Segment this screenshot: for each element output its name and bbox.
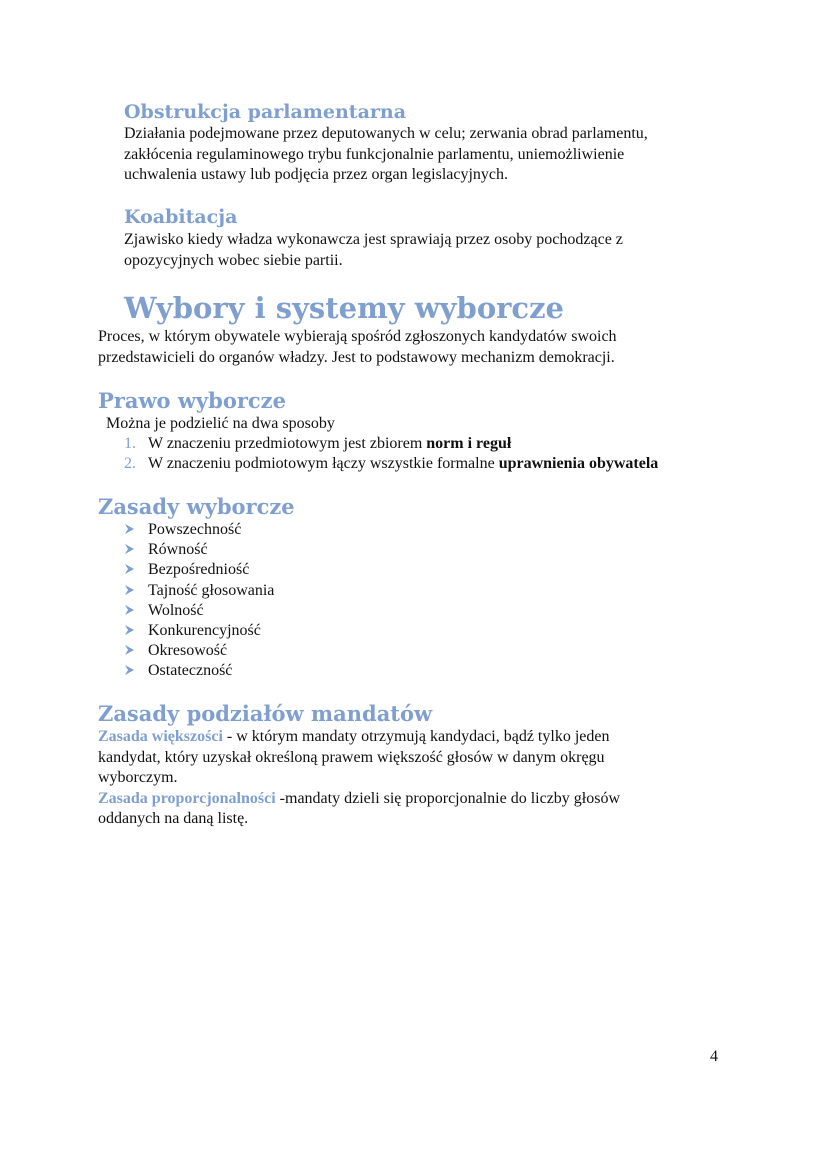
prawo-intro: Można je podzielić na dwa sposoby [106, 415, 335, 432]
mandaty-line: oddanych na daną listę. [98, 810, 249, 827]
obstrukcja-line: Działania podejmowane przez deputowanych w celu; zerwania obrad parlamentu, [124, 125, 648, 142]
list-item-text: Bezpośredniość [148, 561, 250, 579]
mandaty-body [98, 727, 620, 830]
koabitacja-line: opozycyjnych wobec siebie partii. [124, 251, 343, 269]
list-number: 2. [124, 455, 136, 472]
list-item-text: Równość [148, 541, 208, 559]
arrowhead-bullet-icon [124, 541, 135, 561]
heading-obstrukcja: Obstrukcja parlamentarna [124, 101, 407, 123]
mandaty-line: Zasada proporcjonalności -mandaty dzieli się proporcjonalnie do liczby głosów [98, 789, 621, 807]
list-item-text: W znaczeniu przedmiotowym jest zbiorem norm i reguł [148, 435, 512, 452]
list-item-text: Powszechność [148, 521, 242, 538]
heading-prawo-wyborcze: Prawo wyborcze [98, 388, 286, 413]
arrowhead-bullet-icon [124, 642, 135, 662]
arrowhead-bullet-icon [124, 662, 135, 682]
list-number: 1. [124, 435, 136, 452]
heading-zasady-wyborcze: Zasady wyborcze [98, 494, 295, 519]
zasada-proporcjonalnosci-label: Zasada proporcjonalności [98, 789, 276, 807]
arrowhead-bullet-icon [124, 602, 135, 622]
koabitacja-line: Zjawisko kiedy władza wykonawcza jest sprawiają przez osoby pochodzące z [124, 231, 623, 248]
obstrukcja-body [124, 124, 648, 186]
list-item-text: Wolność [148, 601, 204, 619]
bold-term: uprawnienia obywatela [498, 455, 659, 472]
wybory-body [98, 327, 617, 368]
bold-term: norm i reguł [426, 435, 512, 452]
obstrukcja-line: uchwalenia ustawy lub podjęcia przez organ legislacyjnych. [124, 166, 509, 183]
list-item-text: Konkurencyjność [148, 622, 261, 639]
heading-koabitacja: Koabitacja [124, 206, 238, 228]
zasada-wiekszosci-label: Zasada większości [98, 728, 223, 745]
heading-wybory: Wybory i systemy wyborcze [124, 291, 565, 325]
arrowhead-bullet-icon [124, 521, 135, 541]
mandaty-line: wyborczym. [98, 769, 178, 786]
heading-mandaty: Zasady podziałów mandatów [98, 701, 433, 726]
arrowhead-bullet-icon [124, 561, 135, 581]
list-item-text: W znaczeniu podmiotowym łączy wszystkie formalne uprawnienia obywatela [148, 455, 659, 472]
arrowhead-bullet-icon [124, 622, 135, 642]
list-item-text: Ostateczność [148, 662, 233, 680]
mandaty-line: kandydat, który uzyskał określoną prawem większość głosów w danym okręgu [98, 748, 605, 766]
wybory-line: przedstawicieli do organów władzy. Jest to podstawowy mechanizm demokracji. [98, 348, 615, 366]
list-item-text: Okresowość [148, 642, 228, 660]
arrowhead-bullet-icon [124, 582, 135, 602]
list-item-text: Tajność głosowania [148, 581, 275, 599]
page-number: 4 [710, 1048, 718, 1065]
wybory-line: Proces, w którym obywatele wybierają spośród zgłoszonych kandydatów swoich [98, 328, 617, 345]
obstrukcja-line: zakłócenia regulaminowego trybu funkcjonalnie parlamentu, uniemożliwienie [124, 145, 625, 163]
mandaty-line: Zasada większości - w którym mandaty otrzymują kandydaci, bądź tylko jeden [98, 728, 610, 745]
koabitacja-body [124, 230, 623, 271]
